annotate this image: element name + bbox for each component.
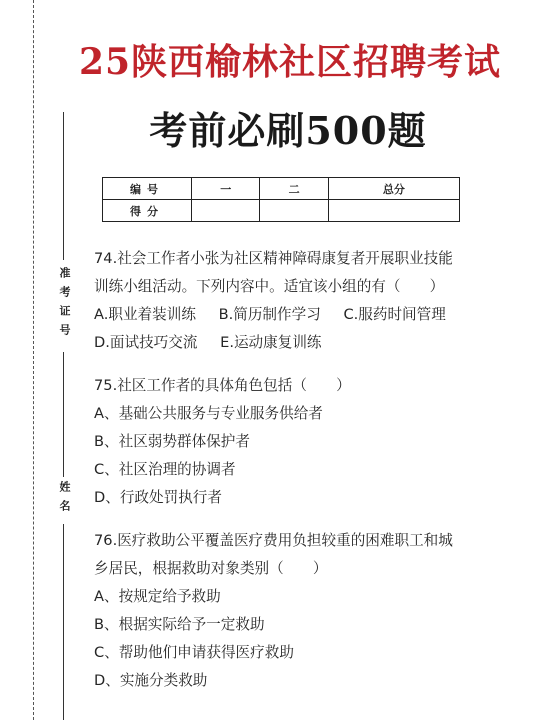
option-a: A.职业着装训练: [94, 306, 196, 323]
side-line-middle: [63, 352, 64, 477]
score-cell-total[interactable]: [328, 200, 459, 222]
option-row: [94, 329, 530, 357]
score-cell-label-score: 得分: [103, 200, 192, 222]
question-74: [94, 245, 530, 357]
score-cell-label-number: 编号: [103, 178, 192, 200]
side-line-bottom: [63, 524, 64, 720]
question-stem-line: 乡居民，根据救助对象类别（ ）: [94, 560, 328, 577]
option-d: D.面试技巧交流: [94, 334, 198, 351]
option-row: [94, 301, 530, 329]
score-cell-header-total: 总分: [328, 178, 459, 200]
score-table-score-row: [103, 200, 460, 222]
side-label-exam-no: 准考证号: [57, 262, 71, 348]
score-table: [102, 177, 460, 222]
question-stem-line: 74.社会工作者小张为社区精神障碍康复者开展职业技能: [94, 250, 453, 267]
question-stem-line: 训练小组活动。下列内容中。适宜该小组的有（ ）: [94, 278, 445, 295]
option-c: C、帮助他们申请获得医疗救助: [94, 644, 294, 661]
score-cell-header-one: 一: [192, 178, 260, 200]
question-76: [94, 527, 530, 695]
option-b: B、社区弱势群体保护者: [94, 433, 250, 450]
question-75: [94, 372, 530, 512]
page-subtitle: 考前必刷500题: [149, 108, 427, 153]
page-title: 25陕西榆林社区招聘考试: [78, 41, 502, 83]
option-c: C、社区治理的协调者: [94, 461, 236, 478]
score-table-header-row: [103, 178, 460, 200]
side-label-name: 姓名: [58, 481, 71, 519]
binding-dashed-line: [33, 0, 34, 720]
question-stem-line: 75.社区工作者的具体角色包括（ ）: [94, 377, 351, 394]
question-stem-line: 76.医疗救助公平覆盖医疗费用负担较重的困难职工和城: [94, 532, 453, 549]
question-list: [94, 245, 530, 710]
option-e: E.运动康复训练: [220, 334, 322, 351]
option-b: B、根据实际给予一定救助: [94, 616, 265, 633]
option-d: D、实施分类救助: [94, 672, 208, 689]
option-b: B.简历制作学习: [218, 306, 321, 323]
option-a: A、基础公共服务与专业服务供给者: [94, 405, 323, 422]
score-cell-two[interactable]: [260, 200, 328, 222]
score-cell-header-two: 二: [260, 178, 328, 200]
option-c: C.服药时间管理: [343, 306, 446, 323]
score-cell-one[interactable]: [192, 200, 260, 222]
option-d: D、行政处罚执行者: [94, 489, 222, 506]
option-a: A、按规定给予救助: [94, 588, 221, 605]
